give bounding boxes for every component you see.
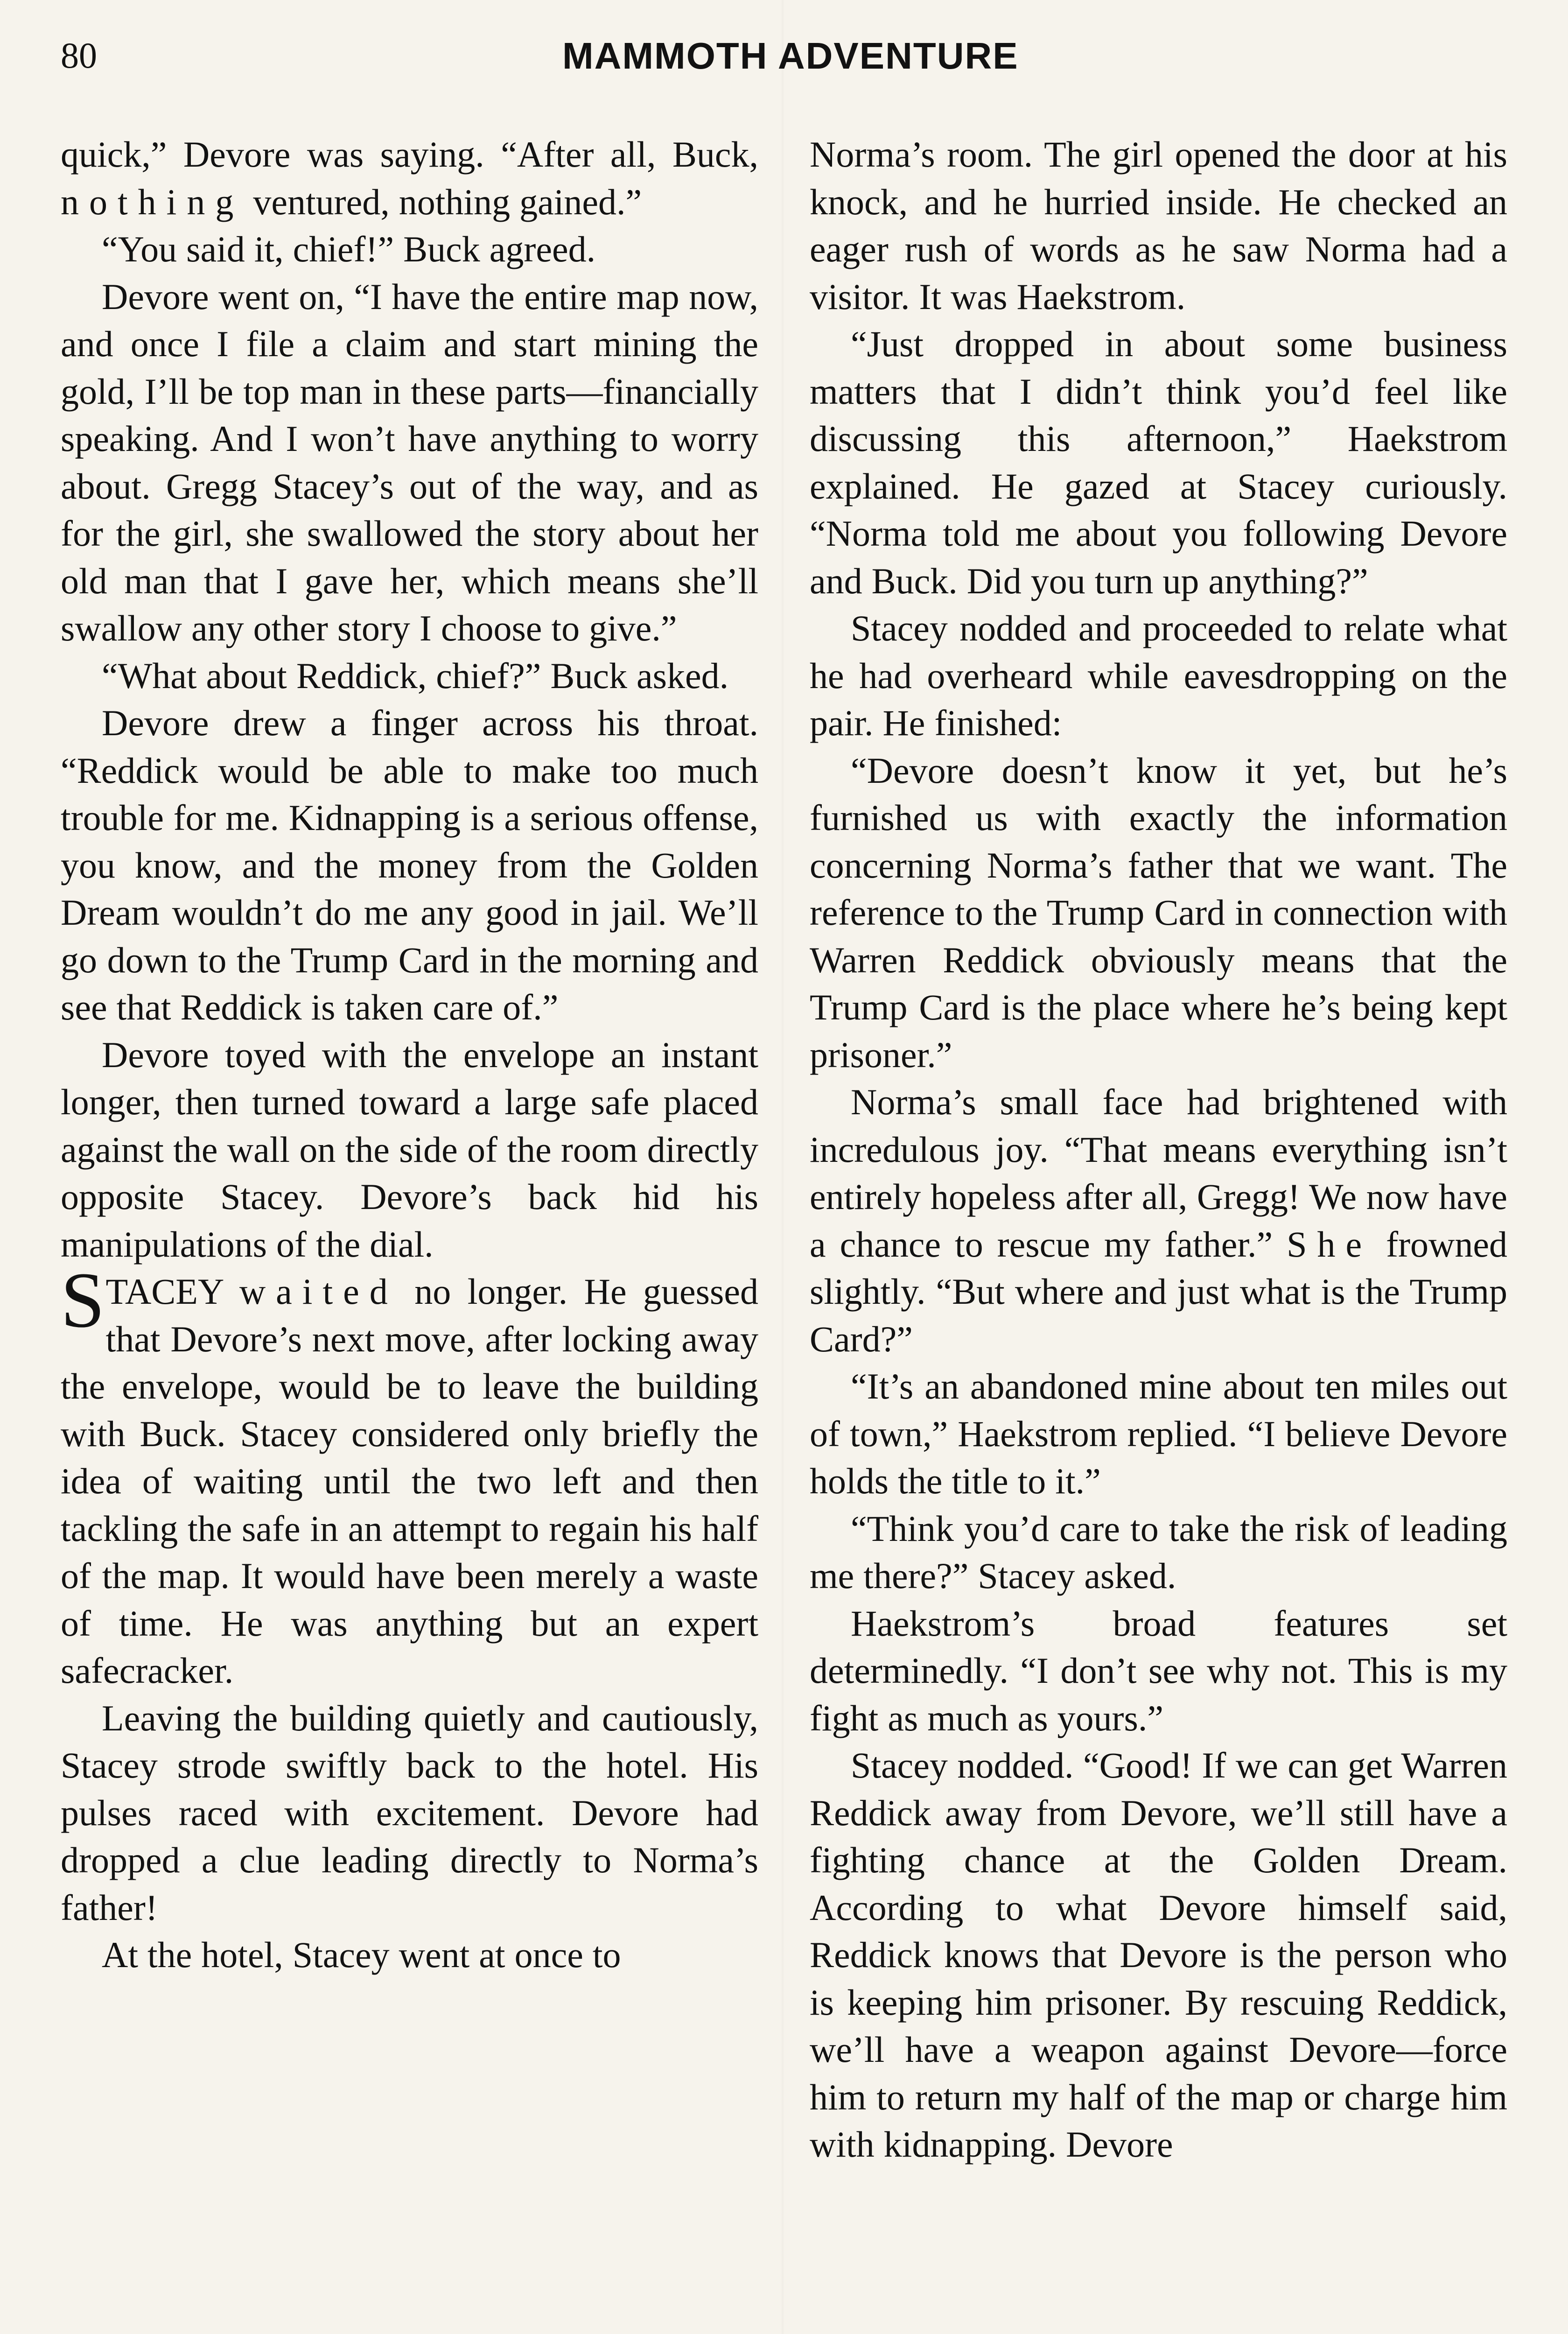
paragraph: Norma’s room. The girl opened the door at his knock, and he hurried inside. He checked an eager rush of words as he saw Norma had a visitor. It was Haekstrom.: [810, 134, 1507, 317]
paragraph: Stacey nodded and proceeded to relate what he had overheard while eavesdropping on the pair. He finished:: [810, 608, 1507, 743]
paragraph: Leaving the building quietly and cautiously, Stacey strode swiftly back to the hotel. His pulses raced with excitement. Devore had dropped a clue leading directly to Norma’s father!: [61, 1697, 758, 1928]
paragraph: Devore toyed with the envelope an instant longer, then turned toward a large safe placed against the wall on the side of the room directly opposite Stacey. Devore’s back hid his manipulations of the dial.: [61, 1034, 758, 1265]
paragraph-text: frowned slightly. “But where and just what is the Trump Card?”: [810, 1223, 1507, 1359]
right-column: [810, 131, 1507, 2168]
left-column: [61, 131, 758, 1979]
paragraph-text: quick,” Devore was saying. “After all, Buck,: [61, 134, 758, 175]
paragraph: Stacey nodded. “Good! If we can get Warren Reddick away from Devore, we’ll still have a fighting chance at the Golden Dream. According to what Devore himself said, Reddick knows that Devore is the person who is keeping him prisoner. By rescuing Reddick, we’ll have a weapon against Devore—force him to return my half of the map or charge him with kidnapping. Devore: [810, 1745, 1507, 2165]
spaced-word: She: [1287, 1223, 1372, 1265]
paragraph: Haekstrom’s broad features set determinedly. “I don’t see why not. This is my fight as much as yours.”: [810, 1603, 1507, 1738]
paragraph: Devore went on, “I have the entire map now, and once I file a claim and start mining the gold, I’ll be top man in these parts—financially speaking. And I won’t have anything to worry about. Gregg Stacey’s out of the way, and as for the girl, she swallowed the story about her old man that I gave her, which means she’ll swallow any other story I choose to give.”: [61, 276, 758, 648]
paragraph: At the hotel, Stacey went at once to: [102, 1934, 621, 1975]
page-number: 80: [61, 35, 97, 76]
column-gutter: [782, 0, 784, 2334]
paragraph: Devore drew a finger across his throat. “Reddick would be able to make too much trouble for me. Kidnapping is a serious offense, you know, and the money from the Golden Dream wouldn’t do me any good in jail. We’ll go down to the Trump Card in the morning and see that Reddick is taken care of.”: [61, 703, 758, 1027]
paragraph: “You said it, chief!” Buck agreed.: [102, 229, 596, 269]
paragraph-text: no longer. He guessed that Devore’s next move, after locking away the envelope, would be to leave the building with Buck. Stacey considered only briefly the idea of waiting until the two left and then tackling the safe in an attempt to regain his half of the map. It would have been merely a waste of time. He was anything but an expert safecracker.: [61, 1271, 758, 1691]
paragraph: [810, 1078, 1507, 1363]
paragraph: “What about Reddick, chief?” Buck asked.: [102, 655, 729, 696]
running-head: [61, 37, 1507, 89]
small-caps-lead: TACEY: [105, 1271, 239, 1312]
paragraph: “Just dropped in about some business matters that I didn’t think you’d feel like discussing this afternoon,” Haekstrom explained. He gazed at Stacey curiously. “Norma told me about you following Devore and Buck. Did you turn up anything?”: [810, 323, 1507, 601]
paragraph-text: Norma’s small face had brightened with incredulous joy. “That means everything isn’t entirely hopeless after all, Gregg! We now have a chance to rescue my father.”: [810, 1082, 1507, 1265]
paragraph-text: ventured, nothing gained.”: [244, 181, 642, 222]
section-opening-paragraph: [61, 1256, 758, 1694]
paragraph: “Think you’d care to take the risk of leading me there?” Stacey asked.: [810, 1508, 1507, 1596]
spaced-word: waited: [239, 1271, 398, 1312]
paragraph: “Devore doesn’t know it yet, but he’s furnished us with exactly the information concerning Norma’s father that we want. The reference to the Trump Card in connection with Warren Reddick obviously means that the Trump Card is the place where he’s being kept prisoner.”: [810, 750, 1507, 1075]
running-title: MAMMOTH ADVENTURE: [562, 35, 1019, 77]
paragraph: [61, 131, 758, 225]
spaced-word: nothing: [61, 181, 244, 222]
drop-cap: S: [61, 1256, 105, 1344]
paragraph: “It’s an abandoned mine about ten miles out of town,” Haekstrom replied. “I believe Devore holds the title to it.”: [810, 1366, 1507, 1501]
